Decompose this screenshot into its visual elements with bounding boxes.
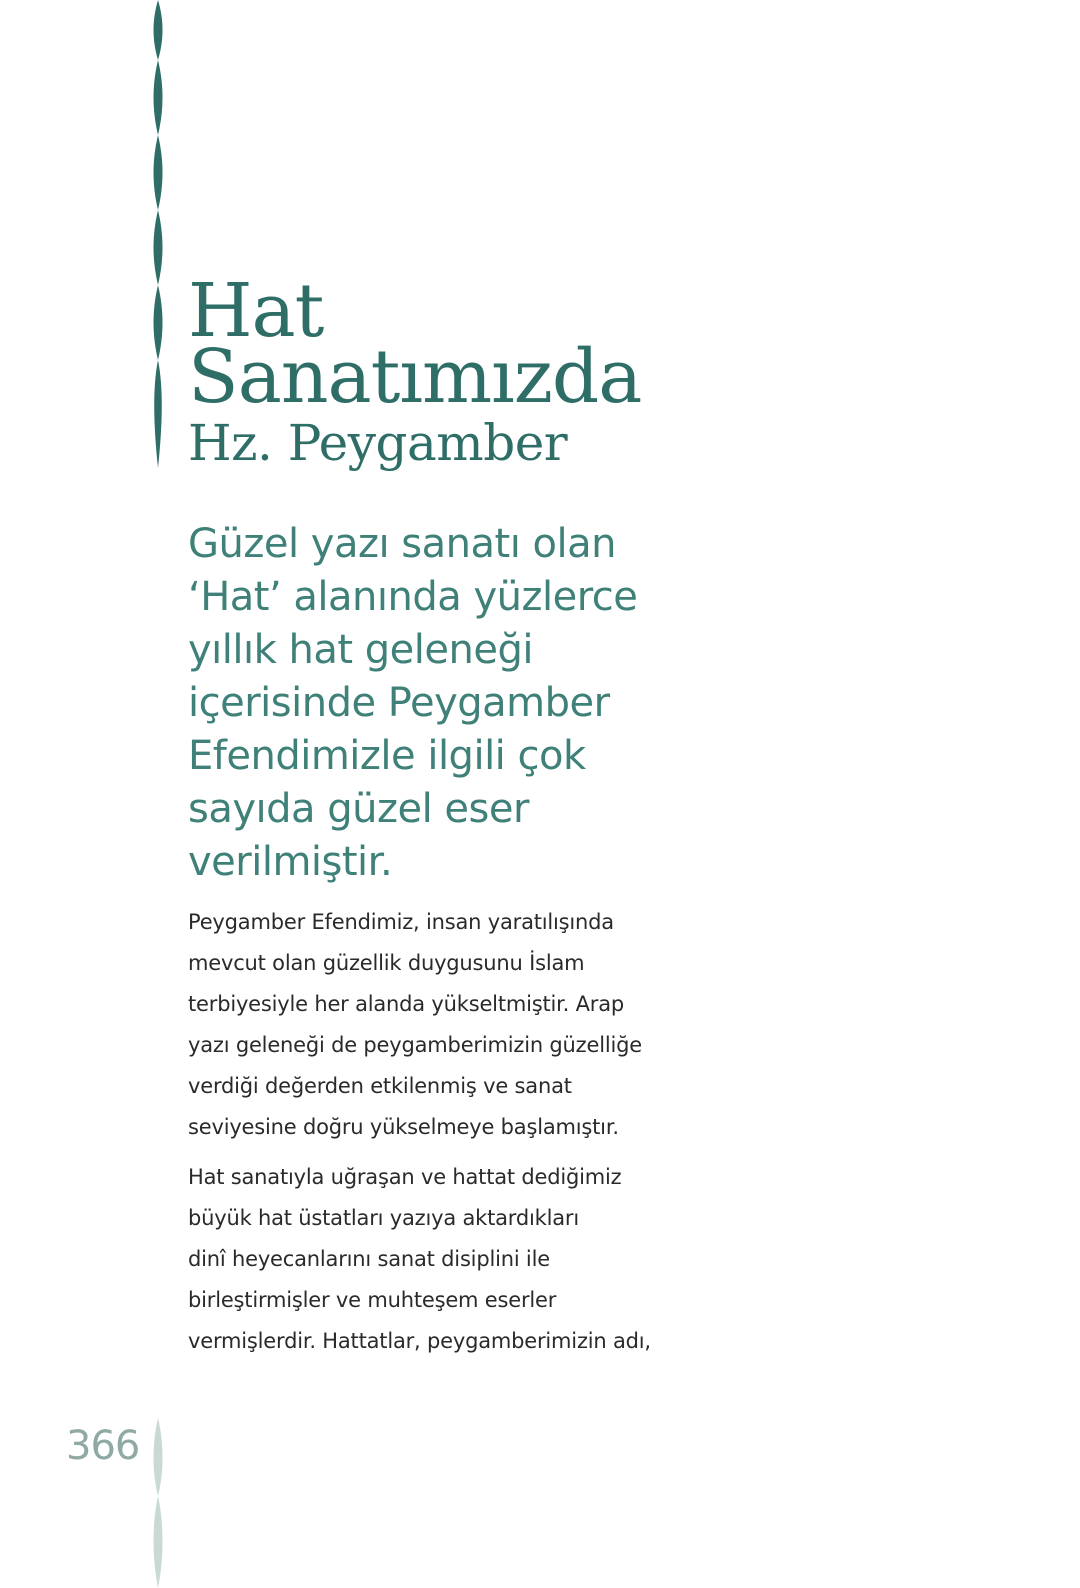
body-line: mevcut olan güzellik duygusunu İslam [188,951,585,975]
ornament-wave-shape [154,0,163,468]
lead-line: yıllık hat geleneği [188,627,533,673]
body-line: seviyesine doğru yükselmeye başlamıştır. [188,1115,619,1139]
body-line: birleştirmişler ve muhteşem eserler [188,1288,557,1312]
ornament-wave-shape-bottom [154,1418,163,1588]
lead-line: Güzel yazı sanatı olan [188,521,616,567]
body-line: Peygamber Efendimiz, insan yaratılışında [188,910,614,934]
body-line: terbiyesiyle her alanda yükseltmiştir. Arap [188,992,625,1016]
title-line-1: Hat [188,268,324,354]
body-line: büyük hat üstatları yazıya aktardıkları [188,1206,579,1230]
decorative-vertical-ornament [140,0,176,470]
body-line: verdiği değerden etkilenmiş ve sanat [188,1074,572,1098]
lead-line: içerisinde Peygamber [188,680,610,726]
lead-line: verilmiştir. [188,839,393,885]
body-paragraph-2 [188,1157,688,1362]
body-line: yazı geleneği de peygamberimizin güzelliğe [188,1033,642,1057]
lead-line: sayıda güzel eser [188,786,529,832]
lead-paragraph [188,518,688,889]
title-line-2: Sanatımızda [188,334,642,420]
body-line: Hat sanatıyla uğraşan ve hattat dediğimiz [188,1165,622,1189]
body-line: dinî heyecanlarını sanat disiplini ile [188,1247,550,1271]
decorative-vertical-ornament-bottom [140,1418,176,1588]
lead-line: ‘Hat’ alanında yüzlerce [188,574,638,620]
title-line-3: Hz. Peygamber [188,414,568,472]
page-title [188,268,748,474]
body-line: vermişlerdir. Hattatlar, peygamberimizin adı, [188,1329,651,1353]
lead-line: Efendimizle ilgili çok [188,733,586,779]
page-number: 366 [66,1423,140,1469]
body-paragraph-1 [188,902,688,1148]
